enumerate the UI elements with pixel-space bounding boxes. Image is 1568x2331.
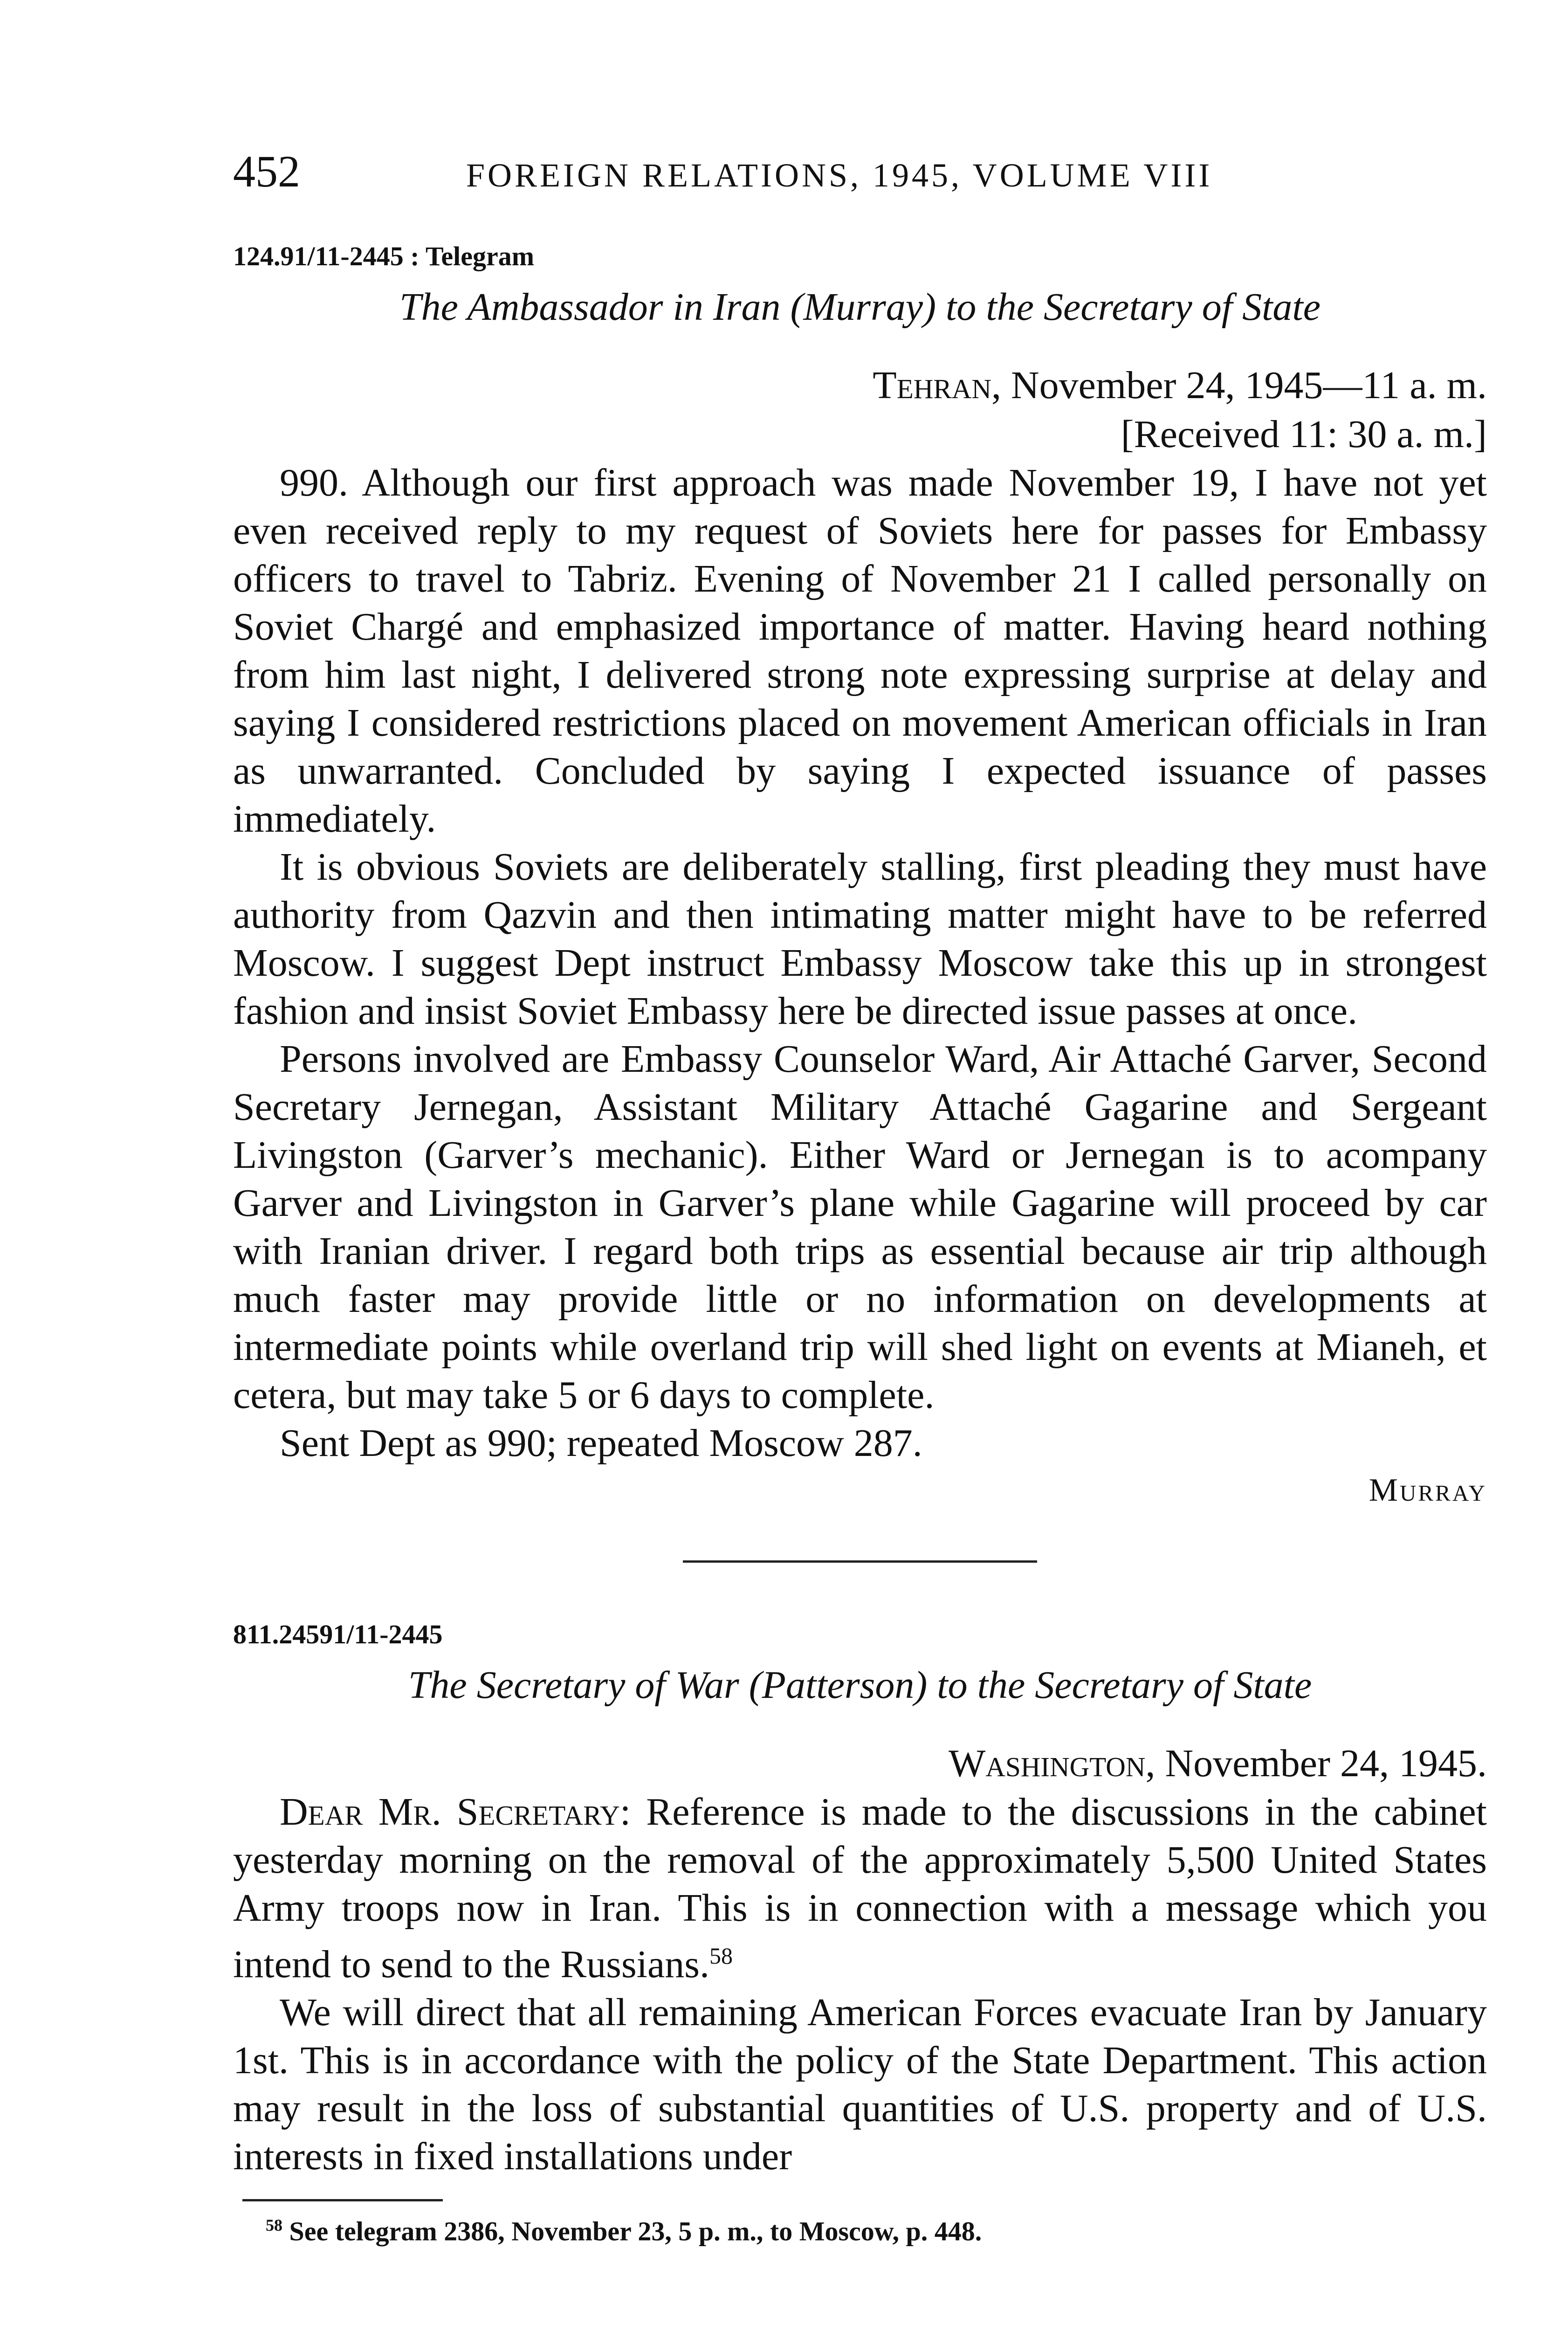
doc1-paragraph-2: It is obvious Soviets are deliberately stalling, first pleading they must have authority from Qazvin and then intimating matter might have to be referred Moscow. I suggest Dept instruct Embassy Moscow take this up in strongest fashion and insist Soviet Embassy here be directed issue passes at once.: [233, 845, 1487, 1033]
doc1-received: [Received 11: 30 a. m.]: [1121, 412, 1487, 456]
footnote-marker: 58: [266, 2216, 282, 2235]
doc1-paragraph-1: 990. Although our first approach was made November 19, I have not yet even received reply to my request of Soviets here for passes for Embassy officers to travel to Tabriz. Evening of November 21 I called personally on Soviet Chargé and emphasized importance of matter. Having heard nothing from him last night, I delivered strong note expressing surprise at delay and saying I considered restrictions placed on movement American officials in Iran as unwarranted. Concluded by saying I expected issuance of passes immediately.: [233, 461, 1487, 841]
doc1-id: 124.91/11-2445 : Telegram: [233, 241, 535, 271]
doc1-heading: The Ambassador in Iran (Murray) to the Secretary of State: [399, 285, 1321, 329]
doc2-place-date: [233, 1739, 1487, 1788]
doc1-date: , November 24, 1945—11 a. m.: [991, 364, 1487, 407]
footnote-reference: 58: [709, 1943, 733, 1969]
doc2-salutation: Dear Mr. Secretary:: [280, 1790, 631, 1834]
doc2-heading: The Secretary of War (Patterson) to the Secretary of State: [408, 1663, 1312, 1707]
footnote-text: See telegram 2386, November 23, 5 p. m., to Moscow, p. 448.: [282, 2216, 982, 2247]
page: [233, 146, 1487, 2247]
running-title: FOREIGN RELATIONS, 1945, VOLUME VIII: [466, 157, 1213, 194]
doc2-date: , November 24, 1945.: [1145, 1742, 1487, 1786]
footnote: [233, 2215, 1487, 2247]
doc2-place: Washington: [949, 1742, 1146, 1786]
doc1-paragraph-3: Persons involved are Embassy Counselor Ward, Air Attaché Garver, Second Secretary Jernegan, Assistant Military Attaché Gagarine and Sergeant Livingston (Garver’s mechanic). Either Ward or Jernegan is to acompany Garver and Livingston in Garver’s plane while Gagarine will proceed by car with Iranian driver. I regard both trips as essential because air trip although much faster may provide little or no information on developments at intermediate points while overland trip will shed light on events at Mianeh, et cetera, but may take 5 or 6 days to complete.: [233, 1037, 1487, 1417]
section-divider: [683, 1560, 1037, 1563]
doc2-paragraph-1: [233, 1788, 1487, 1988]
doc1-paragraph-4: Sent Dept as 990; repeated Moscow 287.: [280, 1421, 922, 1465]
doc2-paragraph-1-text: Reference is made to the discussions in the cabinet yesterday morning on the removal of the approximately 5,500 United States Army troops now in Iran. This is in connection with a message which you intend to send to the Russians.: [233, 1790, 1487, 1986]
doc1-place: Tehran: [873, 364, 991, 407]
doc1-signature: Murray: [1369, 1472, 1487, 1508]
doc2-paragraph-2: We will direct that all remaining American Forces evacuate Iran by January 1st. This is in accordance with the policy of the State Department. This action may result in the loss of substantial quantities of U.S. property and of U.S. interests in fixed installations under: [233, 1991, 1487, 2179]
doc1-place-date: [233, 361, 1487, 410]
footnote-rule: [242, 2199, 443, 2201]
page-number: 452: [233, 146, 300, 196]
doc2-id: 811.24591/11-2445: [233, 1619, 443, 1649]
running-head: [233, 146, 1487, 196]
